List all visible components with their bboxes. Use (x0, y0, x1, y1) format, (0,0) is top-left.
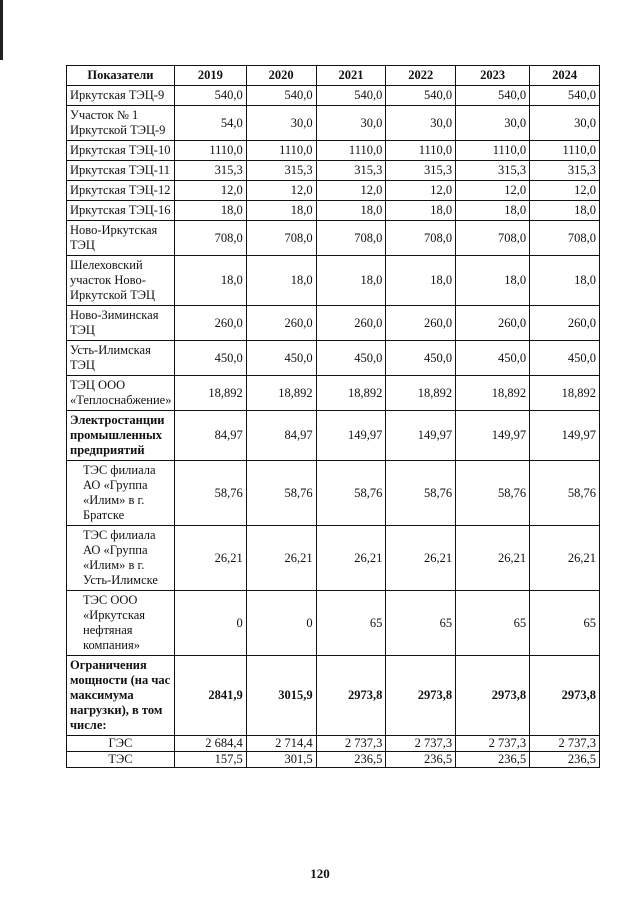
value-cell: 30,0 (246, 106, 316, 141)
table-row (67, 106, 600, 141)
value-cell: 1110,0 (316, 141, 386, 161)
value-cell: 236,5 (456, 752, 530, 768)
value-cell: 65 (316, 591, 386, 656)
value-cell: 2 737,3 (316, 736, 386, 752)
value-cell: 1110,0 (246, 141, 316, 161)
value-cell: 450,0 (530, 341, 600, 376)
capacity-table (66, 65, 600, 768)
value-cell: 18,892 (246, 376, 316, 411)
value-cell: 149,97 (316, 411, 386, 461)
value-cell: 315,3 (456, 161, 530, 181)
value-cell: 58,76 (386, 461, 456, 526)
row-label: ТЭС филиала АО «Группа «Илим» в г. Усть-Илимске (67, 526, 175, 591)
value-cell: 58,76 (456, 461, 530, 526)
value-cell: 26,21 (246, 526, 316, 591)
value-cell: 30,0 (456, 106, 530, 141)
value-cell: 2973,8 (316, 656, 386, 736)
value-cell: 708,0 (174, 221, 246, 256)
row-label: Электростанции промышленных предприятий (67, 411, 175, 461)
value-cell: 708,0 (530, 221, 600, 256)
row-label: ТЭЦ ООО «Теплоснабжение» (67, 376, 175, 411)
value-cell: 26,21 (530, 526, 600, 591)
row-label: Иркутская ТЭЦ-10 (67, 141, 175, 161)
value-cell: 18,892 (174, 376, 246, 411)
value-cell: 18,0 (530, 256, 600, 306)
table-row (67, 86, 600, 106)
value-cell: 2841,9 (174, 656, 246, 736)
table-row (67, 591, 600, 656)
header-cell-2022: 2022 (386, 66, 456, 86)
value-cell: 58,76 (530, 461, 600, 526)
value-cell: 450,0 (386, 341, 456, 376)
value-cell: 12,0 (174, 181, 246, 201)
value-cell: 260,0 (456, 306, 530, 341)
value-cell: 260,0 (246, 306, 316, 341)
value-cell: 18,0 (530, 201, 600, 221)
table-row (67, 141, 600, 161)
table-row (67, 341, 600, 376)
value-cell: 260,0 (174, 306, 246, 341)
value-cell: 149,97 (456, 411, 530, 461)
header-cell-2019: 2019 (174, 66, 246, 86)
value-cell: 65 (530, 591, 600, 656)
page-edge-mark (0, 0, 3, 60)
value-cell: 18,0 (386, 256, 456, 306)
value-cell: 2973,8 (530, 656, 600, 736)
value-cell: 2 737,3 (456, 736, 530, 752)
value-cell: 315,3 (530, 161, 600, 181)
value-cell: 0 (174, 591, 246, 656)
value-cell: 12,0 (316, 181, 386, 201)
value-cell: 315,3 (174, 161, 246, 181)
value-cell: 1110,0 (530, 141, 600, 161)
header-cell-2023: 2023 (456, 66, 530, 86)
row-label: Усть-Илимская ТЭЦ (67, 341, 175, 376)
value-cell: 450,0 (246, 341, 316, 376)
value-cell: 58,76 (316, 461, 386, 526)
header-cell-2020: 2020 (246, 66, 316, 86)
table-row (67, 201, 600, 221)
table-row (67, 256, 600, 306)
row-label: Иркутская ТЭЦ-9 (67, 86, 175, 106)
row-label: Участок № 1 Иркутской ТЭЦ-9 (67, 106, 175, 141)
value-cell: 18,0 (456, 201, 530, 221)
value-cell: 18,0 (174, 256, 246, 306)
table-row (67, 181, 600, 201)
value-cell: 1110,0 (174, 141, 246, 161)
value-cell: 260,0 (316, 306, 386, 341)
row-label: ТЭС ООО «Иркутская нефтяная компания» (67, 591, 175, 656)
value-cell: 2 737,3 (530, 736, 600, 752)
value-cell: 18,0 (316, 256, 386, 306)
value-cell: 30,0 (316, 106, 386, 141)
value-cell: 260,0 (386, 306, 456, 341)
value-cell: 12,0 (386, 181, 456, 201)
value-cell: 12,0 (456, 181, 530, 201)
value-cell: 149,97 (386, 411, 456, 461)
value-cell: 84,97 (174, 411, 246, 461)
value-cell: 1110,0 (456, 141, 530, 161)
table-row (67, 221, 600, 256)
value-cell: 315,3 (386, 161, 456, 181)
value-cell: 708,0 (386, 221, 456, 256)
value-cell: 18,0 (316, 201, 386, 221)
value-cell: 540,0 (386, 86, 456, 106)
value-cell: 540,0 (246, 86, 316, 106)
table-row (67, 526, 600, 591)
value-cell: 18,892 (530, 376, 600, 411)
value-cell: 18,0 (386, 201, 456, 221)
header-cell-2021: 2021 (316, 66, 386, 86)
value-cell: 315,3 (246, 161, 316, 181)
value-cell: 2973,8 (456, 656, 530, 736)
value-cell: 0 (246, 591, 316, 656)
value-cell: 2973,8 (386, 656, 456, 736)
table-row (67, 411, 600, 461)
value-cell: 301,5 (246, 752, 316, 768)
value-cell: 450,0 (174, 341, 246, 376)
value-cell: 236,5 (386, 752, 456, 768)
value-cell: 315,3 (316, 161, 386, 181)
header-cell-indicator: Показатели (67, 66, 175, 86)
row-label: Иркутская ТЭЦ-12 (67, 181, 175, 201)
row-label: Ново-Зиминская ТЭЦ (67, 306, 175, 341)
row-label: Шелеховский участок Ново-Иркутской ТЭЦ (67, 256, 175, 306)
value-cell: 58,76 (174, 461, 246, 526)
value-cell: 65 (456, 591, 530, 656)
table-body (67, 86, 600, 768)
table-row (67, 376, 600, 411)
value-cell: 1110,0 (386, 141, 456, 161)
value-cell: 2 737,3 (386, 736, 456, 752)
value-cell: 450,0 (456, 341, 530, 376)
value-cell: 540,0 (456, 86, 530, 106)
table-row (67, 752, 600, 768)
value-cell: 26,21 (386, 526, 456, 591)
row-label: Иркутская ТЭЦ-11 (67, 161, 175, 181)
value-cell: 18,892 (316, 376, 386, 411)
value-cell: 149,97 (530, 411, 600, 461)
value-cell: 708,0 (456, 221, 530, 256)
value-cell: 84,97 (246, 411, 316, 461)
value-cell: 236,5 (316, 752, 386, 768)
value-cell: 12,0 (530, 181, 600, 201)
value-cell: 260,0 (530, 306, 600, 341)
value-cell: 30,0 (386, 106, 456, 141)
value-cell: 157,5 (174, 752, 246, 768)
value-cell: 540,0 (174, 86, 246, 106)
value-cell: 18,892 (456, 376, 530, 411)
value-cell: 65 (386, 591, 456, 656)
value-cell: 3015,9 (246, 656, 316, 736)
value-cell: 54,0 (174, 106, 246, 141)
row-label: ТЭС (67, 752, 175, 768)
value-cell: 18,0 (174, 201, 246, 221)
value-cell: 2 684,4 (174, 736, 246, 752)
value-cell: 26,21 (174, 526, 246, 591)
row-label: ТЭС филиала АО «Группа «Илим» в г. Братске (67, 461, 175, 526)
value-cell: 58,76 (246, 461, 316, 526)
row-label: ГЭС (67, 736, 175, 752)
value-cell: 18,0 (246, 201, 316, 221)
table-row (67, 736, 600, 752)
table-row (67, 161, 600, 181)
header-cell-2024: 2024 (530, 66, 600, 86)
value-cell: 708,0 (316, 221, 386, 256)
table-row (67, 461, 600, 526)
page-number: 120 (310, 866, 330, 881)
value-cell: 18,0 (246, 256, 316, 306)
table-row (67, 656, 600, 736)
value-cell: 12,0 (246, 181, 316, 201)
table-row (67, 306, 600, 341)
value-cell: 2 714,4 (246, 736, 316, 752)
value-cell: 26,21 (316, 526, 386, 591)
value-cell: 26,21 (456, 526, 530, 591)
value-cell: 30,0 (530, 106, 600, 141)
value-cell: 540,0 (530, 86, 600, 106)
value-cell: 450,0 (316, 341, 386, 376)
value-cell: 236,5 (530, 752, 600, 768)
value-cell: 18,892 (386, 376, 456, 411)
row-label: Иркутская ТЭЦ-16 (67, 201, 175, 221)
table-header-row (67, 66, 600, 86)
value-cell: 708,0 (246, 221, 316, 256)
value-cell: 540,0 (316, 86, 386, 106)
row-label: Ново-Иркутская ТЭЦ (67, 221, 175, 256)
value-cell: 18,0 (456, 256, 530, 306)
row-label: Ограничения мощности (на час максимума нагрузки), в том числе: (67, 656, 175, 736)
